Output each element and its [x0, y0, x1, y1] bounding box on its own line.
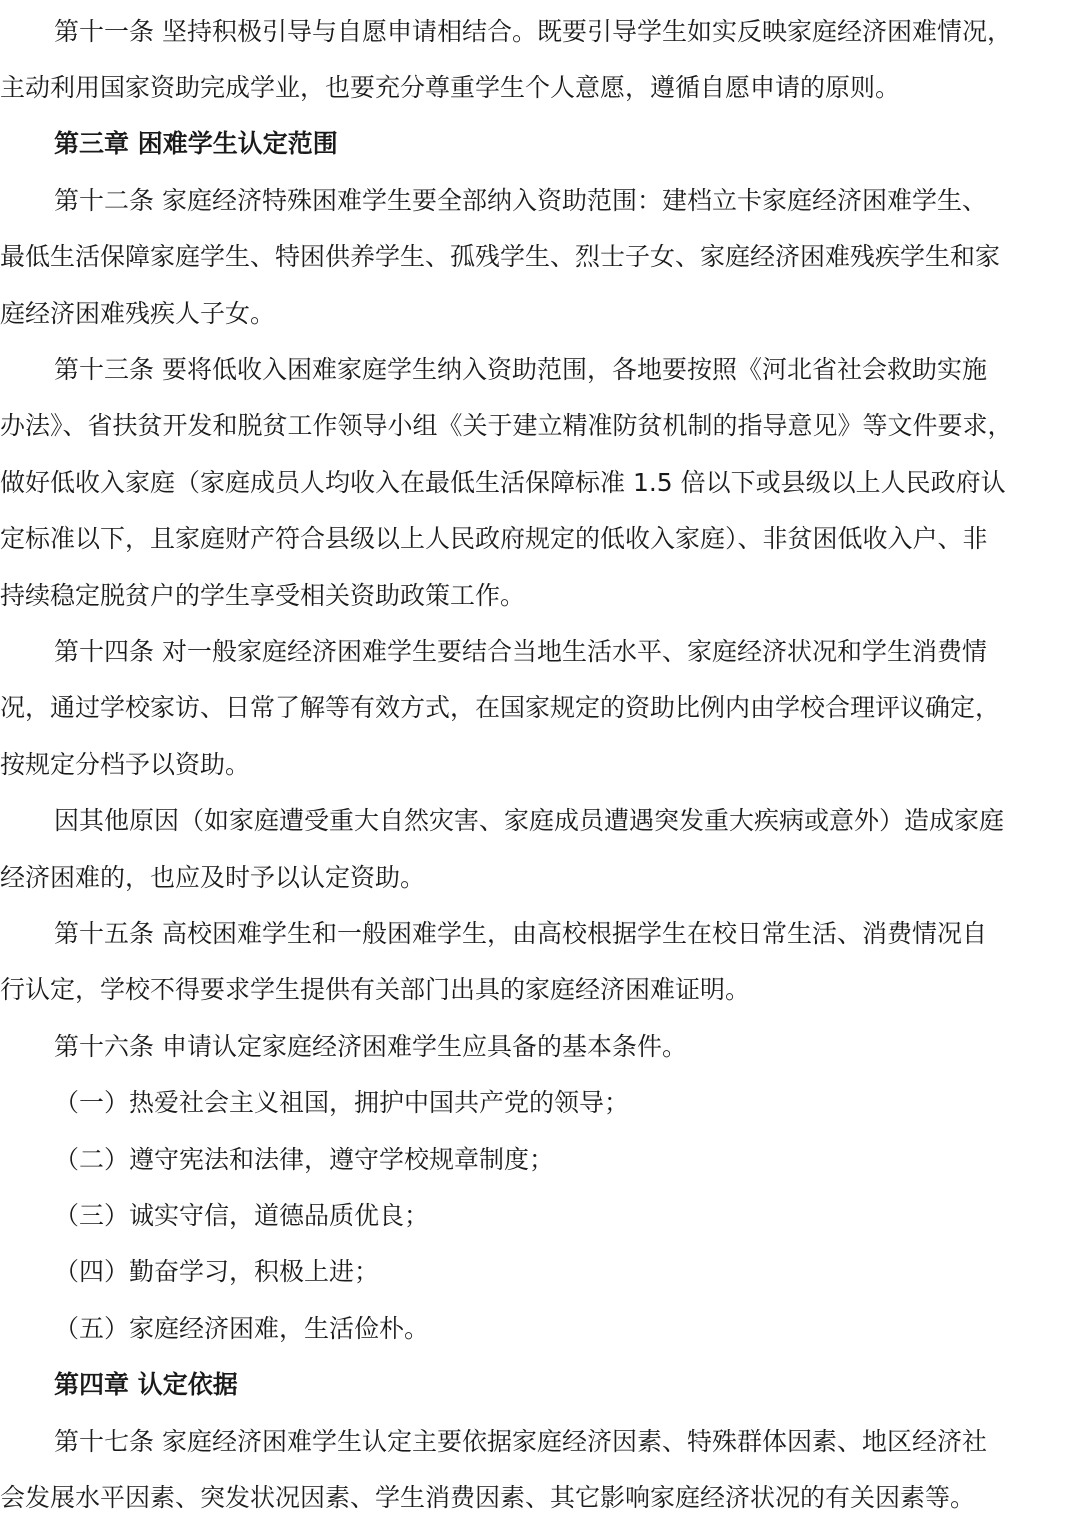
- other-reasons-line-1: 因其他原因（如家庭遭受重大自然灾害、家庭成员遭遇突发重大疾病或意外）造成家庭: [54, 806, 1005, 835]
- article-13-line-3: 做好低收入家庭（家庭成员人均收入在最低生活保障标准 1.5 倍以下或县级以上人民政府认: [0, 468, 1006, 497]
- article-15-line-2: 行认定，学校不得要求学生提供有关部门出具的家庭经济困难证明。: [0, 975, 751, 1004]
- condition-item-1: （一）热爱社会主义祖国，拥护中国共产党的领导；: [54, 1088, 630, 1117]
- article-11-line-2: 主动利用国家资助完成学业，也要充分尊重学生个人意愿，遵循自愿申请的原则。: [0, 73, 901, 102]
- article-12-line-3: 庭经济困难残疾人子女。: [0, 299, 276, 328]
- article-17-line-2: 会发展水平因素、突发状况因素、学生消费因素、其它影响家庭经济状况的有关因素等。: [0, 1483, 976, 1512]
- article-14-line-1: 第十四条 对一般家庭经济困难学生要结合当地生活水平、家庭经济状况和学生消费情: [54, 637, 987, 666]
- article-14-line-2: 况，通过学校家访、日常了解等有效方式，在国家规定的资助比例内由学校合理评议确定，: [0, 693, 1001, 722]
- chapter-3-heading: 第三章 困难学生认定范围: [54, 129, 338, 158]
- article-13-line-4: 定标准以下，且家庭财产符合县级以上人民政府规定的低收入家庭）、非贫困低收入户、非: [0, 524, 988, 553]
- article-15-line-1: 第十五条 高校困难学生和一般困难学生，由高校根据学生在校日常生活、消费情况自: [54, 919, 987, 948]
- condition-item-3: （三）诚实守信，道德品质优良；: [54, 1201, 430, 1230]
- article-16-line-1: 第十六条 申请认定家庭经济困难学生应具备的基本条件。: [54, 1032, 687, 1061]
- condition-item-2: （二）遵守宪法和法律，遵守学校规章制度；: [54, 1145, 555, 1174]
- article-14-line-3: 按规定分档予以资助。: [0, 750, 251, 779]
- condition-item-5: （五）家庭经济困难，生活俭朴。: [54, 1314, 430, 1343]
- chapter-4-heading: 第四章 认定依据: [54, 1370, 238, 1399]
- article-12-line-1: 第十二条 家庭经济特殊困难学生要全部纳入资助范围：建档立卡家庭经济困难学生、: [54, 186, 987, 215]
- article-12-line-2: 最低生活保障家庭学生、特困供养学生、孤残学生、烈士子女、家庭经济困难残疾学生和家: [0, 242, 1001, 271]
- other-reasons-line-2: 经济困难的，也应及时予以认定资助。: [0, 863, 426, 892]
- article-13-line-1: 第十三条 要将低收入困难家庭学生纳入资助范围，各地要按照《河北省社会救助实施: [54, 355, 987, 384]
- condition-item-4: （四）勤奋学习，积极上进；: [54, 1257, 380, 1286]
- article-13-line-2: 办法》、省扶贫开发和脱贫工作领导小组《关于建立精准防贫机制的指导意见》等文件要求，: [0, 411, 1013, 440]
- article-11-line-1: 第十一条 坚持积极引导与自愿申请相结合。既要引导学生如实反映家庭经济困难情况，: [54, 17, 1012, 46]
- article-17-line-1: 第十七条 家庭经济困难学生认定主要依据家庭经济因素、特殊群体因素、地区经济社: [54, 1427, 987, 1456]
- article-13-line-5: 持续稳定脱贫户的学生享受相关资助政策工作。: [0, 581, 526, 610]
